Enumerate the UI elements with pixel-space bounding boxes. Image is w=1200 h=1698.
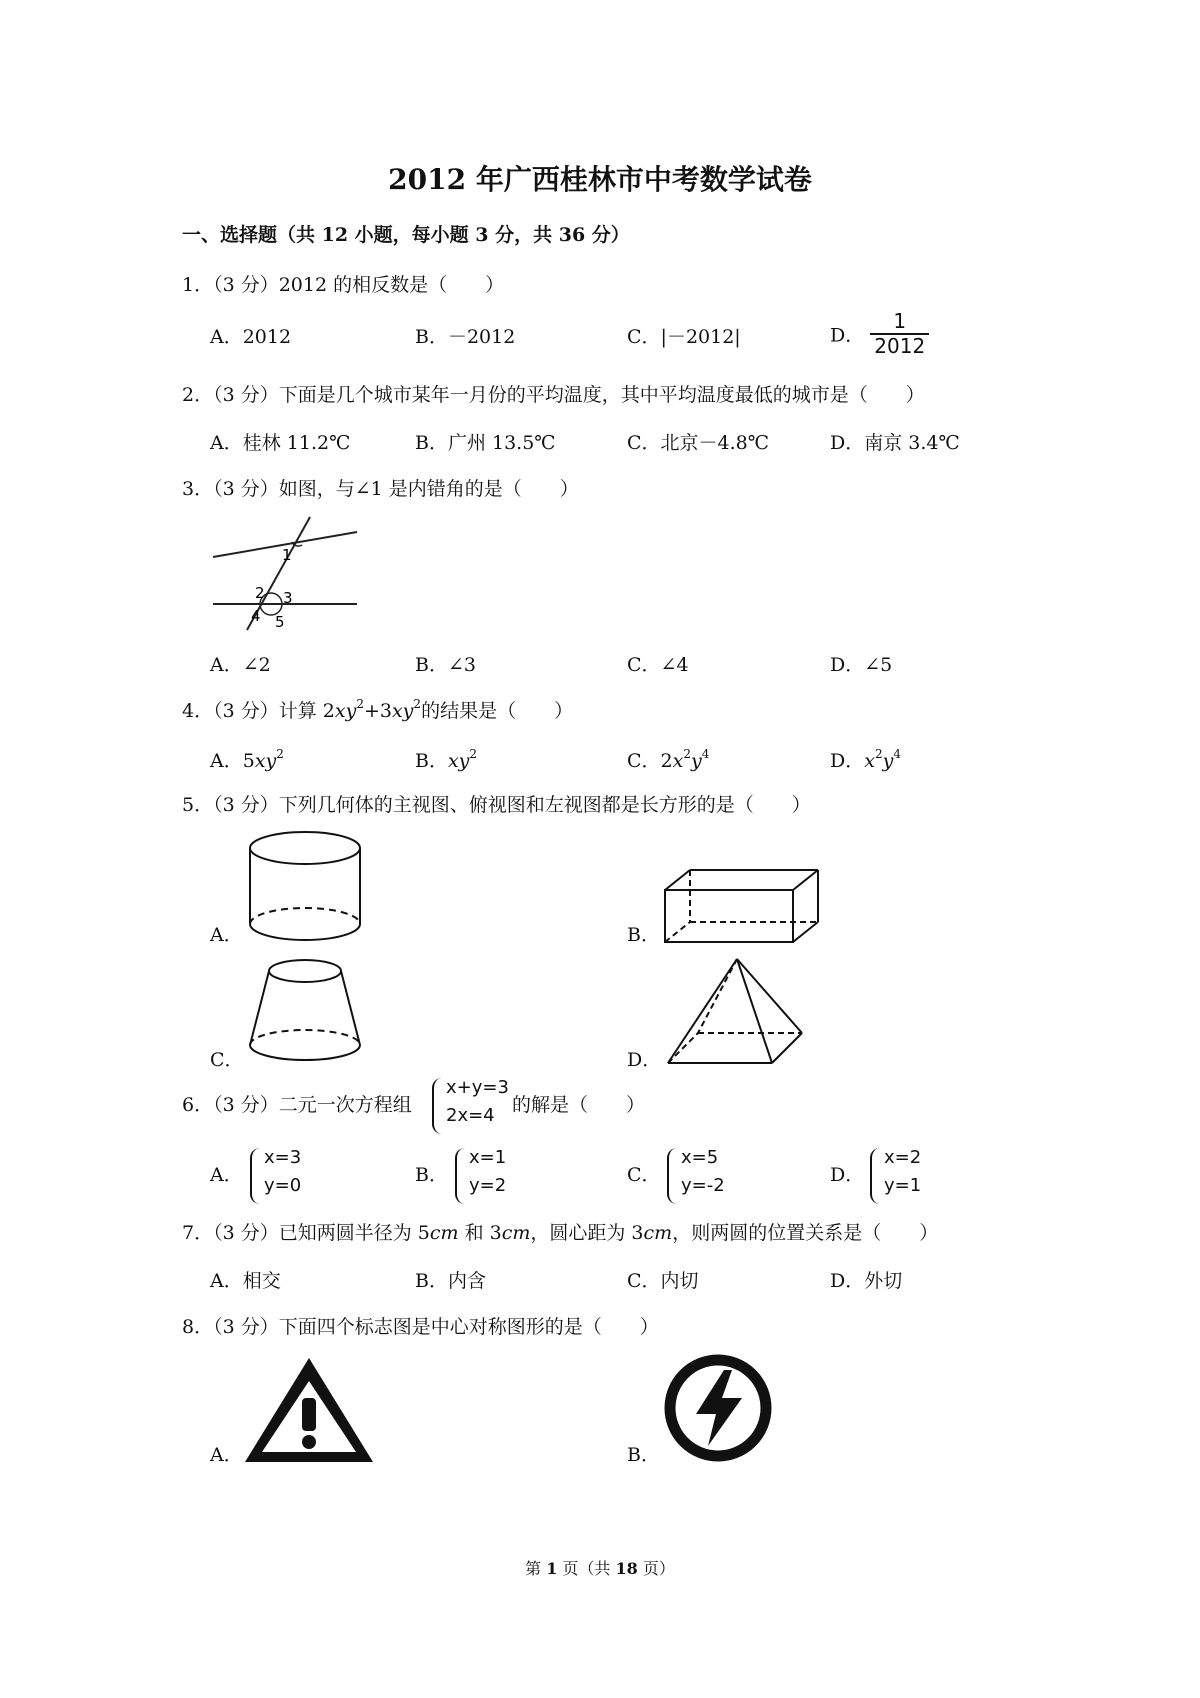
q7-text: ，圆心距为 3 xyxy=(530,1222,644,1244)
q6-c-system xyxy=(681,1144,725,1200)
q5-option-b[interactable]: B． xyxy=(627,924,660,946)
equation-system xyxy=(446,1074,509,1130)
q4-a-var: xy xyxy=(254,750,277,772)
q4-b-exp: 2 xyxy=(469,747,478,761)
q2-option-c[interactable]: C．北京－4.8℃ xyxy=(627,432,770,454)
brace xyxy=(250,1148,264,1204)
angles-diagram xyxy=(205,512,365,632)
angle-label-4: 4 xyxy=(251,607,261,625)
fraction-denominator: 2012 xyxy=(874,334,926,358)
q4-c-text: C．2 xyxy=(627,750,673,772)
q4-stem-part: 的结果是（ ） xyxy=(421,700,574,722)
question-3-stem: 3．（3 分）如图，与∠1 是内错角的是（ ） xyxy=(182,478,579,500)
frustum-figure xyxy=(240,955,370,1067)
q4-b-text: B． xyxy=(415,750,448,772)
cuboid-figure xyxy=(660,866,830,946)
brace xyxy=(455,1148,469,1204)
q3-option-d[interactable]: D．∠5 xyxy=(830,654,893,676)
q4-option-b[interactable] xyxy=(415,746,477,773)
footer-text: 页） xyxy=(637,1559,675,1578)
angle-label-1: 1 xyxy=(282,546,292,564)
q6-option-c[interactable]: C． xyxy=(627,1164,661,1186)
q6-option-d[interactable]: D． xyxy=(830,1164,865,1186)
question-5-stem: 5．（3 分）下列几何体的主视图、俯视图和左视图都是长方形的是（ ） xyxy=(182,794,811,816)
q7-unit: cm xyxy=(429,1222,459,1244)
q6-c-eq1: x=5 xyxy=(681,1147,719,1168)
q8-option-b[interactable]: B． xyxy=(627,1444,660,1466)
equation-2: 2x=4 xyxy=(446,1105,495,1126)
q4-stem-part: +3 xyxy=(363,700,392,722)
angle-label-3: 3 xyxy=(283,589,293,607)
q4-d-var: x xyxy=(864,750,875,772)
q1-option-a[interactable]: A．2012 xyxy=(210,326,292,348)
q7-unit: cm xyxy=(643,1222,673,1244)
brace xyxy=(667,1148,681,1204)
q1-option-d[interactable] xyxy=(830,310,929,358)
q7-option-b[interactable]: B．内含 xyxy=(415,1270,486,1292)
q4-exp: 2 xyxy=(356,697,364,711)
lightning-sign-icon xyxy=(662,1352,774,1464)
q7-unit: cm xyxy=(501,1222,531,1244)
q4-option-c[interactable] xyxy=(627,746,709,773)
q5-option-c[interactable]: C． xyxy=(210,1049,244,1071)
q6-d-eq2: y=1 xyxy=(884,1175,922,1196)
q5-option-d[interactable]: D． xyxy=(627,1049,662,1071)
cylinder-figure xyxy=(240,828,370,946)
footer-text: 第 xyxy=(525,1559,547,1578)
q1-option-b[interactable]: B．－2012 xyxy=(415,326,516,348)
q6-option-b[interactable]: B． xyxy=(415,1164,448,1186)
q4-d-exp: 2 xyxy=(874,747,883,761)
fraction xyxy=(870,310,929,358)
brace xyxy=(432,1078,446,1134)
q6-a-eq2: y=0 xyxy=(264,1175,302,1196)
q6-d-eq1: x=2 xyxy=(884,1147,922,1168)
q4-c-exp: 4 xyxy=(701,747,710,761)
q7-text: 和 3 xyxy=(458,1222,502,1244)
question-6-stem-post: 的解是（ ） xyxy=(512,1094,646,1116)
q7-option-d[interactable]: D．外切 xyxy=(830,1270,903,1292)
q2-option-a[interactable]: A．桂林 11.2℃ xyxy=(210,432,351,454)
q4-b-var: xy xyxy=(447,750,470,772)
q2-option-d[interactable]: D．南京 3.4℃ xyxy=(830,432,960,454)
q4-d-text: D． xyxy=(830,750,865,772)
q6-option-a[interactable]: A． xyxy=(210,1164,243,1186)
brace xyxy=(870,1148,884,1204)
q4-d-var: y xyxy=(882,750,894,772)
footer-total-pages: 18 xyxy=(615,1559,638,1578)
q4-c-exp: 2 xyxy=(683,747,691,761)
q2-option-b[interactable]: B．广州 13.5℃ xyxy=(415,432,556,454)
q4-stem-part: 4．（3 分）计算 2 xyxy=(182,700,335,722)
question-1-stem: 1．（3 分）2012 的相反数是（ ） xyxy=(182,274,505,296)
q3-option-a[interactable]: A．∠2 xyxy=(210,654,271,676)
q6-c-eq2: y=-2 xyxy=(681,1175,725,1196)
question-7-stem xyxy=(182,1218,938,1245)
q8-option-a[interactable]: A． xyxy=(210,1444,243,1466)
q4-var: xy xyxy=(334,700,357,722)
q6-b-eq2: y=2 xyxy=(469,1175,507,1196)
question-8-stem: 8．（3 分）下面四个标志图是中心对称图形的是（ ） xyxy=(182,1316,659,1338)
q4-option-a[interactable] xyxy=(210,746,284,773)
page-footer xyxy=(0,1556,1200,1579)
pyramid-figure xyxy=(660,955,810,1067)
q7-option-c[interactable]: C．内切 xyxy=(627,1270,699,1292)
page-title: 2012 年广西桂林市中考数学试卷 xyxy=(388,163,812,196)
q4-exp: 2 xyxy=(413,697,422,711)
question-6-stem-pre: 6．（3 分）二元一次方程组 xyxy=(182,1094,412,1116)
q3-option-b[interactable]: B．∠3 xyxy=(415,654,476,676)
question-4-stem xyxy=(182,696,573,723)
q6-b-system xyxy=(469,1144,506,1200)
question-2-stem: 2．（3 分）下面是几个城市某年一月份的平均温度，其中平均温度最低的城市是（ ） xyxy=(182,384,925,406)
fraction-numerator: 1 xyxy=(870,310,929,335)
q6-b-eq1: x=1 xyxy=(469,1147,507,1168)
q6-d-system xyxy=(884,1144,921,1200)
q7-text: 7．（3 分）已知两圆半径为 5 xyxy=(182,1222,430,1244)
q6-a-eq1: x=3 xyxy=(264,1147,302,1168)
q5-option-a[interactable]: A． xyxy=(210,924,243,946)
q4-d-exp: 4 xyxy=(893,747,901,761)
q6-a-system xyxy=(264,1144,301,1200)
q4-c-var: x xyxy=(672,750,684,772)
q4-c-var: y xyxy=(691,750,702,772)
warning-sign-icon xyxy=(242,1354,377,1466)
section-heading: 一、选择题（共 12 小题，每小题 3 分，共 36 分） xyxy=(182,224,630,246)
q4-option-d[interactable] xyxy=(830,746,901,773)
q4-a-text: A．5 xyxy=(210,750,255,772)
q1-option-c[interactable]: C．|－2012| xyxy=(627,326,741,348)
q7-text: ，则两圆的位置关系是（ ） xyxy=(672,1222,939,1244)
angle-label-2: 2 xyxy=(255,584,265,602)
q4-var: xy xyxy=(391,700,414,722)
equation-1: x+y=3 xyxy=(446,1077,509,1098)
q4-a-exp: 2 xyxy=(276,747,284,761)
q3-option-c[interactable]: C．∠4 xyxy=(627,654,689,676)
angle-label-5: 5 xyxy=(275,613,285,631)
q7-option-a[interactable]: A．相交 xyxy=(210,1270,281,1292)
footer-page-number: 1 xyxy=(546,1559,558,1578)
q1-option-d-label: D． xyxy=(830,324,865,347)
footer-text: 页（共 xyxy=(557,1559,616,1578)
